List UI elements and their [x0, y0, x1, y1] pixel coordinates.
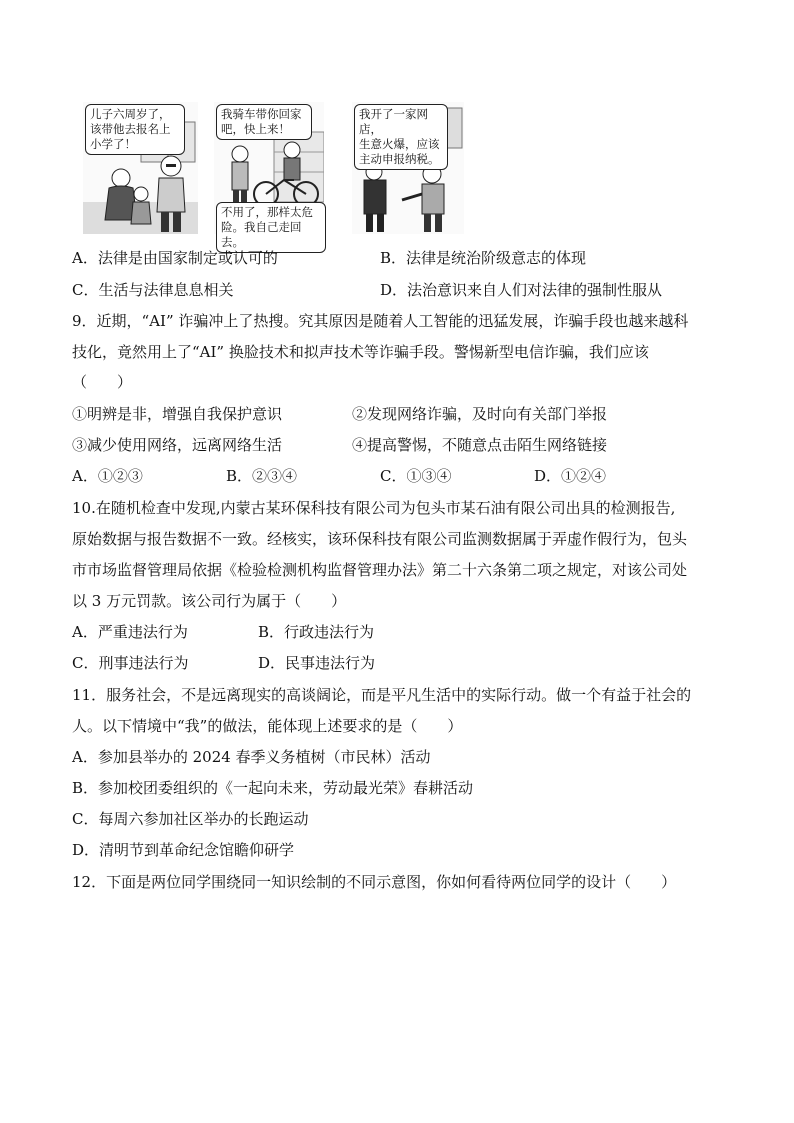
q9-statement-1: ①明辨是非，增强自我保护意识: [72, 405, 283, 423]
q10-stem-line-4: 以 3 万元罚款。该公司行为属于（ ）: [72, 592, 347, 610]
bubble-line: 该带他去报名上: [90, 122, 171, 136]
q10-option-a: A．严重违法行为: [72, 623, 188, 641]
bubble-line: 吧，快上来！: [221, 122, 290, 136]
q11-option-c: C．每周六参加社区举办的长跑运动: [72, 810, 309, 828]
q8-option-d: D．法治意识来自人们对法律的强制性服从: [380, 281, 663, 299]
bubble-line: 不用了，那样太危: [221, 205, 313, 219]
q9-answer-blank: （ ）: [72, 373, 133, 391]
cartoon-panel-2: [214, 102, 324, 249]
q11-option-a: A．参加县举办的 2024 春季义务植树（市民林）活动: [72, 748, 431, 766]
q10-option-d: D．民事违法行为: [258, 654, 376, 672]
q9-option-c: C．①③④: [380, 467, 452, 485]
q11-option-b: B．参加校团委组织的《一起向未来，劳动最光荣》春耕活动: [72, 779, 474, 797]
bubble-line: 我开了一家网店，: [359, 107, 428, 136]
bubble-line: 小学了！: [90, 137, 136, 151]
q11-stem-line-1: 11．服务社会，不是远离现实的高谈阔论，而是平凡生活中的实际行动。做一个有益于社会的: [72, 686, 692, 704]
q10-option-c: C．刑事违法行为: [72, 654, 189, 672]
speech-bubble-2-bottom: [216, 202, 326, 253]
speech-bubble-2-top: [216, 104, 312, 140]
q9-option-a: A．①②③: [72, 467, 143, 485]
cartoon-panel-1: [83, 102, 198, 234]
q9-option-d: D．①②④: [534, 467, 607, 485]
bubble-line: 生意火爆，应该: [359, 137, 440, 151]
q8-option-c: C．生活与法律息息相关: [72, 281, 234, 299]
q11-option-d: D．清明节到革命纪念馆瞻仰研学: [72, 841, 295, 859]
q9-stem-line-2: 技化，竟然用上了“AI” 换脸技术和拟声技术等诈骗手段。警惕新型电信诈骗，我们应该: [72, 343, 649, 361]
q10-option-b: B．行政违法行为: [258, 623, 375, 641]
speech-bubble-3: [354, 104, 448, 170]
q10-stem-line-1: 10.在随机检查中发现,内蒙古某环保科技有限公司为包头市某石油有限公司出具的检测报告,: [72, 499, 676, 517]
q9-option-b: B．②③④: [226, 467, 298, 485]
q10-stem-line-3: 市市场监督管理局依据《检验检测机构监督管理办法》第二十六条第二项之规定，对该公司处: [72, 561, 688, 579]
cartoon-panel-3: [352, 102, 464, 234]
q8-option-a: A．法律是由国家制定或认可的: [72, 249, 278, 267]
q9-statement-4: ④提高警惕，不随意点击陌生网络链接: [352, 436, 608, 454]
bubble-line: 主动申报纳税。: [359, 152, 440, 166]
q12-stem-line-1: 12．下面是两位同学围绕同一知识绘制的不同示意图，你如何看待两位同学的设计（ ）: [72, 873, 677, 891]
q8-option-b: B．法律是统治阶级意志的体现: [380, 249, 587, 267]
q10-stem-line-2: 原始数据与报告数据不一致。经核实，该环保科技有限公司监测数据属于弄虚作假行为，包头: [72, 530, 688, 548]
q9-stem-line-1: 9．近期，“AI” 诈骗冲上了热搜。究其原因是随着人工智能的迅猛发展，诈骗手段也越来越科: [72, 312, 689, 330]
bubble-line: 儿子六周岁了，: [90, 107, 171, 121]
q11-stem-line-2: 人。以下情境中“我”的做法，能体现上述要求的是（ ）: [72, 717, 463, 735]
q9-statement-3: ③减少使用网络，远离网络生活: [72, 436, 283, 454]
q9-statement-2: ②发现网络诈骗，及时向有关部门举报: [352, 405, 608, 423]
speech-bubble-1: [85, 104, 185, 155]
bubble-line: 险。我自己走回去。: [221, 220, 302, 249]
bubble-line: 我骑车带你回家: [221, 107, 302, 121]
